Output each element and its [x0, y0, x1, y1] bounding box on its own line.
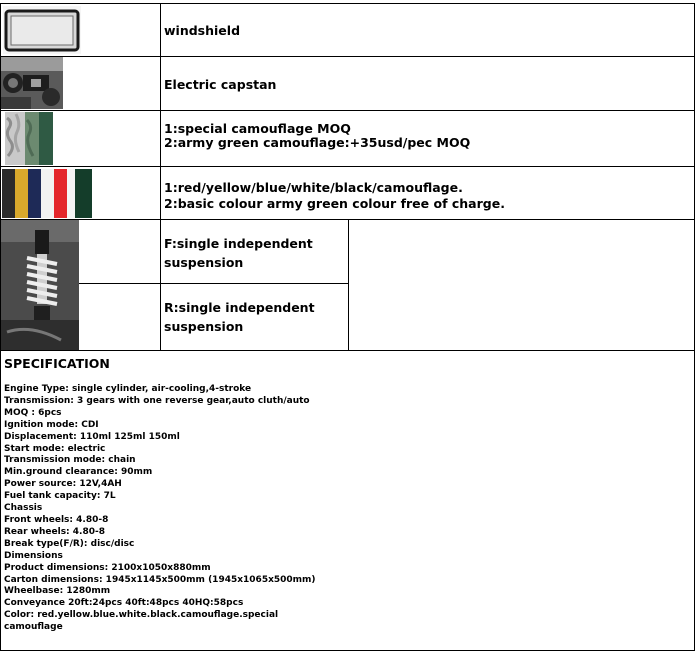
spec-line: Carton dimensions: 1945x1145x500mm (1945x1065x500mm) — [4, 574, 316, 585]
electric-capstan-image — [1, 57, 63, 109]
electric-capstan-label: Electric capstan — [164, 77, 277, 92]
colour-option-2: 2:basic colour army green colour free of charge. — [164, 196, 505, 211]
spec-line: Ignition mode: CDI — [4, 419, 99, 430]
spec-line: Color: red.yellow.blue.white.black.camouflage.special — [4, 610, 279, 621]
row-divider — [0, 56, 695, 57]
spec-line: camouflage — [4, 622, 63, 633]
front-suspension-line-1: F:single independent — [164, 236, 313, 251]
camouflage-option-2: 2:army green camouflage:+35usd/pec MOQ — [164, 135, 471, 150]
camouflage-fabric-image — [5, 112, 53, 165]
spec-line: Break type(F/R): disc/disc — [4, 538, 135, 549]
spec-line: Rear wheels: 4.80-8 — [4, 526, 105, 537]
spec-line: Wheelbase: 1280mm — [4, 586, 111, 597]
spec-line: Engine Type: single cylinder, air-cooling,4-stroke — [4, 384, 252, 394]
spec-line: Min.ground clearance: 90mm — [4, 467, 153, 478]
row-divider — [0, 650, 695, 651]
specification-heading: SPECIFICATION — [4, 356, 110, 371]
specification-list — [4, 384, 564, 634]
row-divider — [0, 350, 695, 351]
spec-line: Start mode: electric — [4, 443, 106, 454]
spec-line: Conveyance 20ft:24pcs 40ft:48pcs 40HQ:58pcs — [4, 598, 244, 609]
windshield-image — [3, 6, 81, 54]
row-divider — [0, 110, 695, 111]
spec-line: MOQ : 6pcs — [4, 407, 62, 418]
rear-suspension-line-2: suspension — [164, 319, 244, 334]
column-divider — [694, 3, 695, 651]
spec-line: Power source: 12V,4AH — [4, 479, 122, 490]
camouflage-option-1: 1:special camouflage MOQ — [164, 121, 351, 136]
spec-line: Dimensions — [4, 550, 63, 561]
row-divider — [0, 3, 695, 4]
colour-swatches-image — [2, 169, 92, 218]
spec-line: Transmission: 3 gears with one reverse gear,auto cluth/auto — [4, 395, 310, 406]
colour-option-1: 1:red/yellow/blue/white/black/camouflage. — [164, 180, 463, 195]
spec-line: Transmission mode: chain — [4, 455, 136, 466]
spec-line: Chassis — [4, 503, 43, 514]
spec-line: Fuel tank capacity: 7L — [4, 491, 116, 502]
spec-line: Displacement: 110ml 125ml 150ml — [4, 431, 180, 442]
rear-suspension-line-1: R:single independent — [164, 300, 315, 315]
front-suspension-line-2: suspension — [164, 255, 244, 270]
column-divider — [160, 3, 161, 350]
spec-line: Front wheels: 4.80-8 — [4, 514, 109, 525]
column-divider — [348, 219, 349, 350]
windshield-label: windshield — [164, 23, 241, 38]
spec-line: Product dimensions: 2100x1050x880mm — [4, 562, 211, 573]
suspension-image — [1, 220, 79, 350]
row-divider — [0, 166, 695, 167]
